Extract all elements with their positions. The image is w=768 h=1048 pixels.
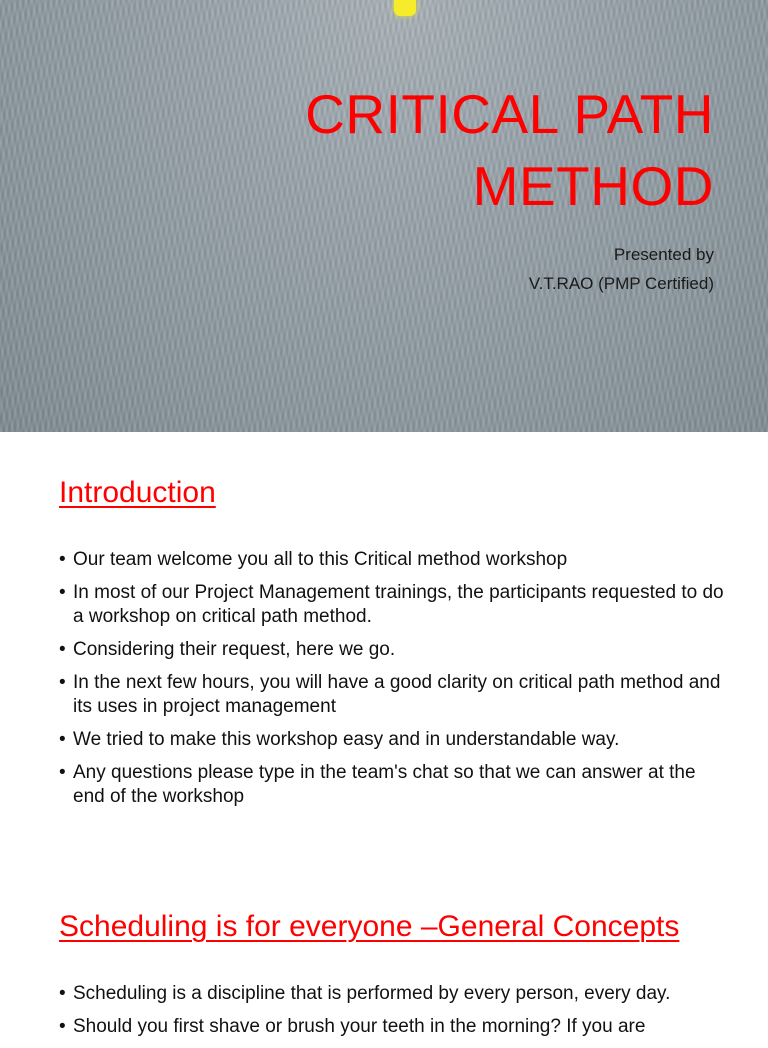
scheduling-slide	[0, 864, 768, 1037]
presented-by-label: Presented by	[613, 245, 714, 264]
list-item: • Considering their request, here we go.	[59, 638, 728, 662]
list-item: • In the next few hours, you will have a good clarity on critical path method and its uses in project management	[59, 671, 728, 719]
list-item: • We tried to make this workshop easy and in understandable way.	[59, 728, 728, 752]
presenter-info	[529, 240, 714, 298]
presenter-name: V.T.RAO (PMP Certified)	[528, 274, 714, 293]
title-slide	[0, 0, 768, 432]
list-item: • In most of our Project Management trainings, the participants requested to do a workshop on critical path method.	[59, 581, 728, 629]
list-item: • Should you first shave or brush your teeth in the morning? If you are	[59, 1015, 728, 1039]
title-line-2: METHOD	[472, 155, 714, 217]
list-item: • Our team welcome you all to this Critical method workshop	[59, 548, 728, 572]
introduction-bullet-list	[59, 548, 728, 818]
road-marker-graphic	[394, 0, 416, 16]
scheduling-heading: Scheduling is for everyone –General Concepts	[59, 910, 680, 943]
list-item: • Scheduling is a discipline that is performed by every person, every day.	[59, 982, 728, 1006]
scheduling-bullet-list	[59, 982, 728, 1048]
introduction-heading: Introduction	[59, 476, 216, 509]
title-line-1: CRITICAL PATH	[305, 83, 714, 145]
list-item: • Any questions please type in the team's chat so that we can answer at the end of the workshop	[59, 761, 728, 809]
presentation-title	[254, 78, 714, 222]
introduction-slide	[0, 432, 768, 864]
